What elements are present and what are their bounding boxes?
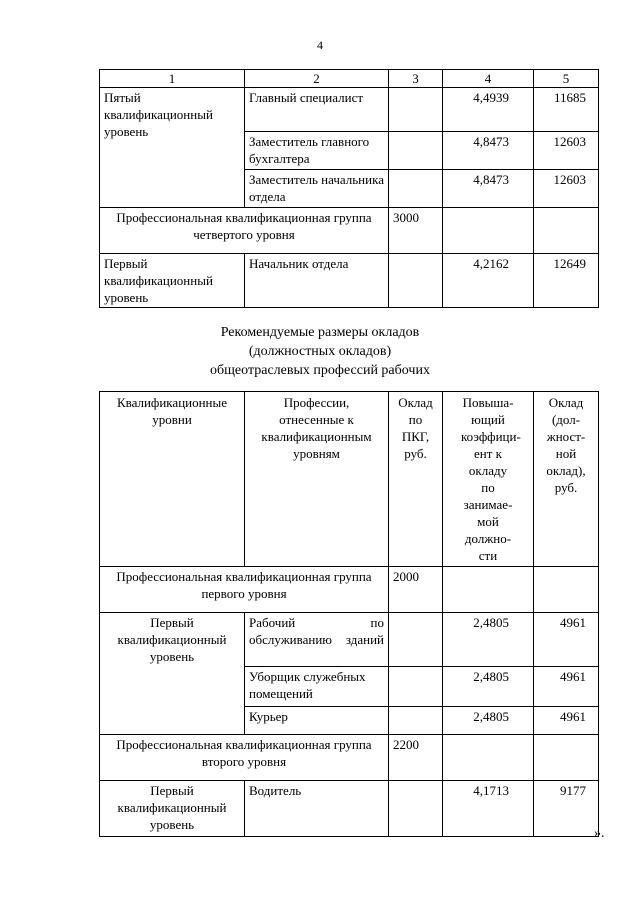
- coefficient: 2,4805: [443, 667, 534, 707]
- group-label: Профессиональная квалификационная группа второго уровня: [100, 735, 389, 781]
- qualification-level: Первый квалификационный уровень: [100, 254, 245, 308]
- group-label: Профессиональная квалификационная группа первого уровня: [100, 567, 389, 613]
- column-header: 2: [245, 70, 389, 88]
- base-salary: 2000: [389, 567, 443, 613]
- column-header: 1: [100, 70, 245, 88]
- salary: 12603: [534, 170, 599, 208]
- coefficient: 4,4939: [443, 88, 534, 132]
- coefficient: 4,8473: [443, 132, 534, 170]
- coefficient: 4,8473: [443, 170, 534, 208]
- salary: 9177: [534, 781, 599, 837]
- table-row: [100, 613, 599, 667]
- base-salary: [389, 132, 443, 170]
- group-row: [100, 735, 599, 781]
- heading-line: общеотраслевых профессий рабочих: [210, 363, 430, 378]
- base-salary: 2200: [389, 735, 443, 781]
- position: Начальник отдела: [245, 254, 389, 308]
- column-header-levels: Квалификационные уровни: [100, 392, 245, 567]
- profession: Курьер: [245, 707, 389, 735]
- column-header: 3: [389, 70, 443, 88]
- position: Главный специалист: [245, 88, 389, 132]
- profession-text: Рабочий по обслуживанию зданий: [249, 615, 384, 647]
- base-salary: [389, 170, 443, 208]
- base-salary: [389, 707, 443, 735]
- column-header: 5: [534, 70, 599, 88]
- coefficient: 4,1713: [443, 781, 534, 837]
- column-header-base-salary: Оклад по ПКГ, руб.: [389, 392, 443, 567]
- table-header-row: [100, 70, 599, 88]
- profession: [245, 613, 389, 667]
- group-row: [100, 208, 599, 254]
- salary: 12649: [534, 254, 599, 308]
- base-salary: [389, 254, 443, 308]
- group-label: Профессиональная квалификационная группа четвертого уровня: [100, 208, 389, 254]
- coefficient: 2,4805: [443, 707, 534, 735]
- table-row: [100, 781, 599, 837]
- position: Заместитель начальника отдела: [245, 170, 389, 208]
- salary: 4961: [534, 667, 599, 707]
- salary: 4961: [534, 707, 599, 735]
- qualification-level: Первый квалификационный уровень: [100, 781, 245, 837]
- closing-quote-mark: ».: [594, 826, 605, 841]
- table-salaries-workers: [99, 391, 599, 837]
- profession: Уборщик служебных помещений: [245, 667, 389, 707]
- base-salary: [389, 667, 443, 707]
- table-salaries-top: [99, 69, 599, 308]
- position: Заместитель главного бухгалтера: [245, 132, 389, 170]
- base-salary: 3000: [389, 208, 443, 254]
- section-heading: [0, 323, 640, 380]
- qualification-level: Пятый квалификационный уровень: [100, 88, 245, 208]
- table-row: [100, 88, 599, 132]
- base-salary: [389, 613, 443, 667]
- heading-line: Рекомендуемые размеры окладов: [220, 325, 420, 340]
- salary: 11685: [534, 88, 599, 132]
- heading-line: (должностных окладов): [248, 344, 392, 359]
- table-row: [100, 254, 599, 308]
- coefficient: 4,2162: [443, 254, 534, 308]
- page-number: 4: [317, 38, 323, 52]
- profession: Водитель: [245, 781, 389, 837]
- column-header-salary: Оклад (дол-жност-ной оклад), руб.: [534, 392, 599, 567]
- salary: 12603: [534, 132, 599, 170]
- base-salary: [389, 88, 443, 132]
- table-header-row: [100, 392, 599, 567]
- coefficient: 2,4805: [443, 613, 534, 667]
- column-header-professions: Профессии, отнесенные к квалификационным уровням: [245, 392, 389, 567]
- base-salary: [389, 781, 443, 837]
- salary: 4961: [534, 613, 599, 667]
- column-header: 4: [443, 70, 534, 88]
- group-row: [100, 567, 599, 613]
- qualification-level: Первый квалификационный уровень: [100, 613, 245, 735]
- column-header-coefficient: Повыша-ющий коэффици-ент к окладу по занимае-мой должно-сти: [443, 392, 534, 567]
